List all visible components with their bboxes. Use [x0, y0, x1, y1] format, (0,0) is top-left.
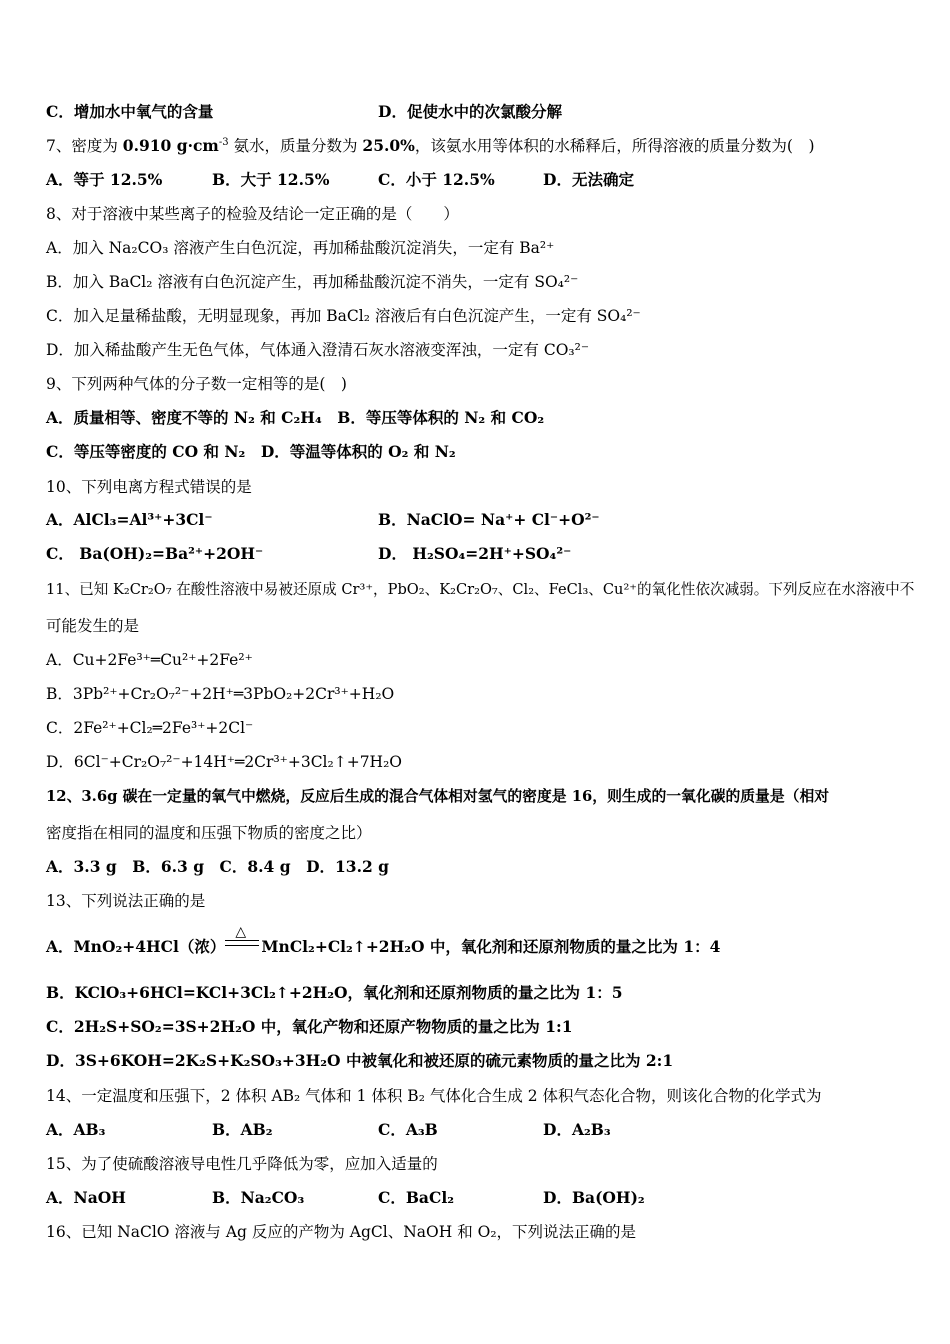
q10-option-a: A．AlCl₃=Al³⁺+3Cl⁻: [46, 510, 213, 529]
q13-option-d: D．3S+6KOH=2K₂S+K₂SO₃+3H₂O 中被氧化和被还原的硫元素物质的量之比为 2:1: [46, 1051, 674, 1070]
q13-option-a: [46, 924, 721, 957]
q15-option-d: D．Ba(OH)₂: [543, 1188, 645, 1207]
q8-option-d: D．加入稀盐酸产生无色气体，气体通入澄清石灰水溶液变浑浊，一定有 CO₃²⁻: [46, 341, 590, 359]
q11-option-d: D．6Cl⁻+Cr₂O₇²⁻+14H⁺═2Cr³⁺+3Cl₂↑+7H₂O: [46, 753, 402, 771]
q9-options-ab: A．质量相等、密度不等的 N₂ 和 C₂H₄ B．等压等体积的 N₂ 和 CO₂: [46, 408, 545, 427]
q11-stem-line1: 11、已知 K₂Cr₂O₇ 在酸性溶液中易被还原成 Cr³⁺，PbO₂、K₂Cr₂O₇、Cl₂、FeCl₃、Cu²⁺的氧化性依次减弱。下列反应在水溶液中不: [46, 581, 915, 598]
q13-option-b: B．KClO₃+6HCl=KCl+3Cl₂↑+2H₂O，氧化剂和还原剂物质的量之比为 1：5: [46, 983, 623, 1002]
q7-option-a: A．等于 12.5%: [46, 170, 163, 189]
q13-option-a-post: MnCl₂+Cl₂↑+2H₂O 中，氧化剂和还原剂物质的量之比为 1：4: [261, 937, 721, 956]
q14-stem: 14、一定温度和压强下，2 体积 AB₂ 气体和 1 体积 B₂ 气体化合生成 2 体积气态化合物，则该化合物的化学式为: [46, 1087, 822, 1105]
q8-option-c: C．加入足量稀盐酸，无明显现象，再加 BaCl₂ 溶液后有白色沉淀产生，一定有 SO₄²⁻: [46, 307, 641, 325]
q8-option-a: A．加入 Na₂CO₃ 溶液产生白色沉淀，再加稀盐酸沉淀消失，一定有 Ba²⁺: [46, 239, 555, 257]
q7-stem-b: 0.910 g·cm: [122, 136, 219, 155]
q12-stem-line2: 密度指在相同的温度和压强下物质的密度之比）: [46, 824, 372, 842]
q7-option-d: D．无法确定: [543, 170, 634, 189]
q14-option-c: C．A₃B: [378, 1120, 438, 1139]
q7-option-b: B．大于 12.5%: [212, 170, 330, 189]
q13-stem: 13、下列说法正确的是: [46, 892, 206, 910]
q7-stem-a: 7、密度为: [46, 137, 123, 155]
q13-option-a-pre: A．MnO₂+4HCl（浓）: [46, 937, 226, 956]
heating-condition-arrow: [225, 924, 261, 956]
q9-options-cd: C．等压等密度的 CO 和 N₂ D．等温等体积的 O₂ 和 N₂: [46, 442, 456, 461]
q12-options: A．3.3 g B．6.3 g C．8.4 g D．13.2 g: [46, 857, 389, 876]
q6-option-c: C．增加水中氧气的含量: [46, 102, 214, 121]
q10-option-b: B．NaClO= Na⁺+ Cl⁻+O²⁻: [378, 510, 600, 529]
q10-stem: 10、下列电离方程式错误的是: [46, 478, 252, 496]
q7-stem-e: ，该氨水用等体积的水稀释后，所得溶液的质量分数为( ): [414, 137, 815, 155]
q7-stem-c: 氨水，质量分数为: [228, 137, 363, 155]
q15-option-c: C．BaCl₂: [378, 1188, 454, 1207]
q11-option-a: A．Cu+2Fe³⁺═Cu²⁺+2Fe²⁺: [46, 651, 253, 669]
q15-option-b: B．Na₂CO₃: [212, 1188, 305, 1207]
q7-stem: [46, 136, 815, 156]
q11-option-b: B．3Pb²⁺+Cr₂O₇²⁻+2H⁺═3PbO₂+2Cr³⁺+H₂O: [46, 685, 395, 703]
q14-option-a: A．AB₃: [46, 1120, 106, 1139]
q13-option-c: C．2H₂S+SO₂=3S+2H₂O 中，氧化产物和还原产物物质的量之比为 1:1: [46, 1017, 573, 1036]
q16-stem: 16、已知 NaClO 溶液与 Ag 反应的产物为 AgCl、NaOH 和 O₂，下列说法正确的是: [46, 1223, 637, 1241]
q14-option-d: D．A₂B₃: [543, 1120, 611, 1139]
q10-option-d: D． H₂SO₄=2H⁺+SO₄²⁻: [378, 544, 572, 563]
q15-stem: 15、为了使硫酸溶液导电性几乎降低为零，应加入适量的: [46, 1155, 438, 1173]
q6-option-d: D．促使水中的次氯酸分解: [378, 102, 562, 121]
q8-option-b: B．加入 BaCl₂ 溶液有白色沉淀产生，再加稀盐酸沉淀不消失，一定有 SO₄²⁻: [46, 273, 579, 291]
q10-option-c: C． Ba(OH)₂=Ba²⁺+2OH⁻: [46, 544, 264, 563]
q14-option-b: B．AB₂: [212, 1120, 273, 1139]
q12-stem-line1: 12、3.6g 碳在一定量的氧气中燃烧，反应后生成的混合气体相对氢气的密度是 16，则生成的一氧化碳的质量是（相对: [46, 788, 830, 805]
q15-option-a: A．NaOH: [46, 1188, 126, 1207]
q11-option-c: C．2Fe²⁺+Cl₂═2Fe³⁺+2Cl⁻: [46, 719, 254, 737]
q8-stem: 8、对于溶液中某些离子的检验及结论一定正确的是（ ）: [46, 205, 459, 223]
q9-stem: 9、下列两种气体的分子数一定相等的是( ): [46, 375, 347, 393]
q7-stem-d: 25.0%: [362, 136, 415, 155]
heating-triangle-icon: △: [235, 924, 247, 940]
q11-stem-line2: 可能发生的是: [46, 617, 140, 635]
q7-stem-sup: -3: [218, 136, 229, 148]
q7-option-c: C．小于 12.5%: [378, 170, 495, 189]
